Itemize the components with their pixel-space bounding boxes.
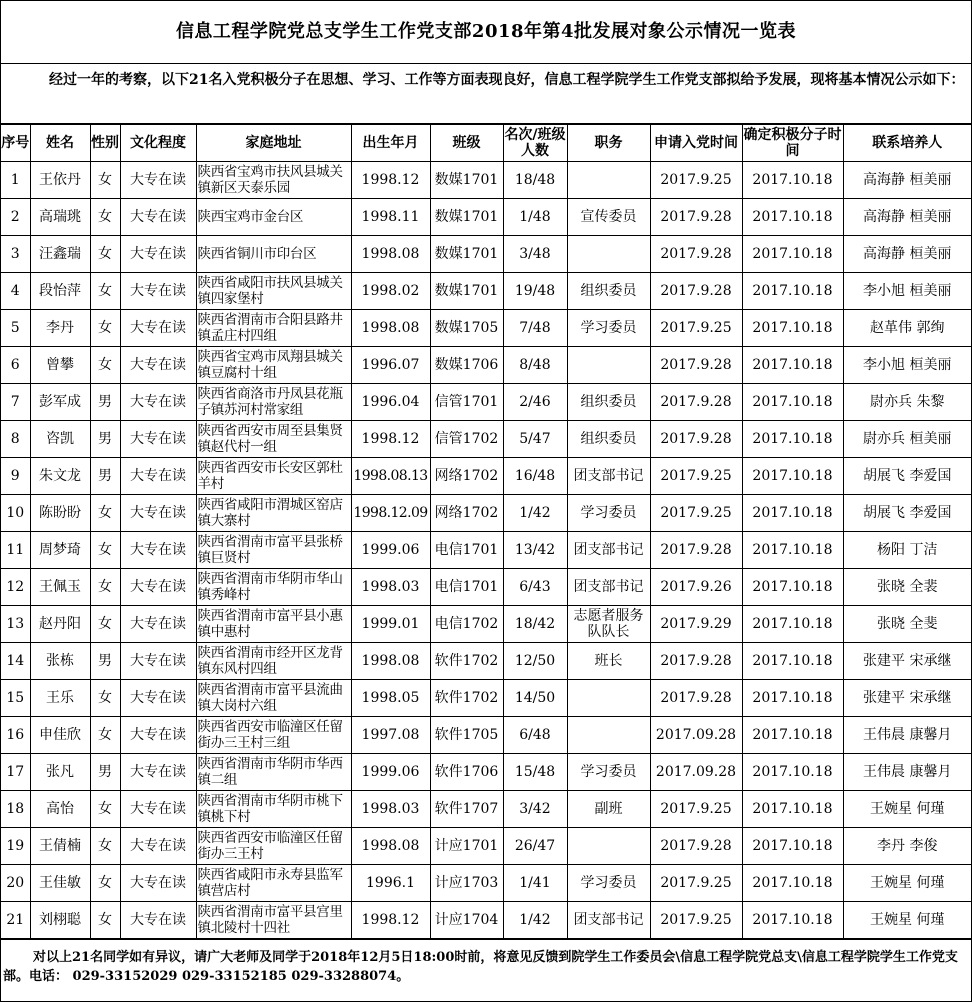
cell-class: 数媒1701 xyxy=(430,199,503,236)
table-row xyxy=(1,384,971,421)
cell-name: 刘栩聪 xyxy=(30,902,90,939)
header-seq: 序号 xyxy=(1,125,30,162)
cell-activist-time: 2017.10.18 xyxy=(742,310,843,347)
cell-contact: 李小旭 桓美丽 xyxy=(843,347,971,384)
table-row xyxy=(1,902,971,939)
cell-rank: 6/43 xyxy=(503,569,567,606)
cell-activist-time: 2017.10.18 xyxy=(742,347,843,384)
candidates-table xyxy=(1,124,971,939)
cell-rank: 6/48 xyxy=(503,717,567,754)
cell-duty xyxy=(567,347,650,384)
cell-gender: 女 xyxy=(90,310,120,347)
cell-duty: 宣传委员 xyxy=(567,199,650,236)
cell-birth: 1996.1 xyxy=(351,865,430,902)
cell-apply-time: 2017.9.25 xyxy=(650,902,742,939)
cell-activist-time: 2017.10.18 xyxy=(742,865,843,902)
cell-seq: 5 xyxy=(1,310,30,347)
cell-contact: 李小旭 桓美丽 xyxy=(843,273,971,310)
table-row xyxy=(1,421,971,458)
cell-duty: 学习委员 xyxy=(567,865,650,902)
table-row xyxy=(1,458,971,495)
cell-rank: 7/48 xyxy=(503,310,567,347)
cell-activist-time: 2017.10.18 xyxy=(742,458,843,495)
cell-class: 计应1703 xyxy=(430,865,503,902)
cell-birth: 1998.12 xyxy=(351,902,430,939)
cell-duty: 团支部书记 xyxy=(567,569,650,606)
cell-activist-time: 2017.10.18 xyxy=(742,791,843,828)
cell-apply-time: 2017.9.28 xyxy=(650,421,742,458)
cell-activist-time: 2017.10.18 xyxy=(742,569,843,606)
cell-activist-time: 2017.10.18 xyxy=(742,902,843,939)
cell-seq: 12 xyxy=(1,569,30,606)
cell-gender: 女 xyxy=(90,569,120,606)
cell-address: 陕西省渭南市华阴市华西镇二组 xyxy=(196,754,351,791)
cell-gender: 女 xyxy=(90,347,120,384)
cell-apply-time: 2017.9.25 xyxy=(650,791,742,828)
cell-address: 陕西省渭南市华阴市桃下镇桃下村 xyxy=(196,791,351,828)
cell-class: 电信1701 xyxy=(430,569,503,606)
cell-name: 王佳敏 xyxy=(30,865,90,902)
cell-name: 申佳欣 xyxy=(30,717,90,754)
cell-class: 软件1705 xyxy=(430,717,503,754)
cell-apply-time: 2017.9.25 xyxy=(650,310,742,347)
cell-seq: 4 xyxy=(1,273,30,310)
cell-name: 张栋 xyxy=(30,643,90,680)
cell-name: 高瑞珧 xyxy=(30,199,90,236)
cell-rank: 1/42 xyxy=(503,902,567,939)
header-birth: 出生年月 xyxy=(351,125,430,162)
cell-duty xyxy=(567,162,650,199)
cell-address: 陕西省宝鸡市凤翔县城关镇豆腐村十组 xyxy=(196,347,351,384)
cell-activist-time: 2017.10.18 xyxy=(742,754,843,791)
cell-class: 电信1701 xyxy=(430,532,503,569)
header-rank: 名次/班级人数 xyxy=(503,125,567,162)
cell-duty: 学习委员 xyxy=(567,495,650,532)
table-body xyxy=(1,162,971,939)
cell-seq: 20 xyxy=(1,865,30,902)
cell-rank: 18/42 xyxy=(503,606,567,643)
cell-activist-time: 2017.10.18 xyxy=(742,495,843,532)
cell-birth: 1998.08.13 xyxy=(351,458,430,495)
cell-activist-time: 2017.10.18 xyxy=(742,162,843,199)
cell-gender: 女 xyxy=(90,680,120,717)
cell-education: 大专在读 xyxy=(120,495,196,532)
cell-apply-time: 2017.9.29 xyxy=(650,606,742,643)
cell-education: 大专在读 xyxy=(120,236,196,273)
cell-birth: 1996.07 xyxy=(351,347,430,384)
cell-education: 大专在读 xyxy=(120,421,196,458)
cell-rank: 2/46 xyxy=(503,384,567,421)
cell-gender: 女 xyxy=(90,865,120,902)
cell-seq: 6 xyxy=(1,347,30,384)
table-row xyxy=(1,162,971,199)
cell-apply-time: 2017.9.28 xyxy=(650,680,742,717)
cell-address: 陕西省商洛市丹凤县花瓶子镇苏河村常家组 xyxy=(196,384,351,421)
cell-class: 数媒1705 xyxy=(430,310,503,347)
cell-apply-time: 2017.9.25 xyxy=(650,865,742,902)
cell-class: 软件1702 xyxy=(430,643,503,680)
cell-gender: 女 xyxy=(90,273,120,310)
cell-birth: 1998.08 xyxy=(351,310,430,347)
cell-seq: 9 xyxy=(1,458,30,495)
cell-seq: 2 xyxy=(1,199,30,236)
cell-contact: 李丹 李俊 xyxy=(843,828,971,865)
table-row xyxy=(1,754,971,791)
cell-activist-time: 2017.10.18 xyxy=(742,236,843,273)
table-row xyxy=(1,310,971,347)
cell-apply-time: 2017.09.28 xyxy=(650,754,742,791)
cell-address: 陕西省西安市临潼区任留街办三王村三组 xyxy=(196,717,351,754)
cell-class: 信管1701 xyxy=(430,384,503,421)
cell-rank: 15/48 xyxy=(503,754,567,791)
cell-contact: 高海静 桓美丽 xyxy=(843,162,971,199)
cell-rank: 13/42 xyxy=(503,532,567,569)
cell-name: 陈盼盼 xyxy=(30,495,90,532)
cell-gender: 女 xyxy=(90,236,120,273)
cell-apply-time: 2017.9.28 xyxy=(650,532,742,569)
cell-activist-time: 2017.10.18 xyxy=(742,717,843,754)
cell-duty xyxy=(567,680,650,717)
cell-rank: 14/50 xyxy=(503,680,567,717)
header-address: 家庭地址 xyxy=(196,125,351,162)
cell-duty: 组织委员 xyxy=(567,273,650,310)
cell-seq: 21 xyxy=(1,902,30,939)
cell-activist-time: 2017.10.18 xyxy=(742,273,843,310)
cell-name: 彭军成 xyxy=(30,384,90,421)
cell-rank: 18/48 xyxy=(503,162,567,199)
cell-class: 数媒1701 xyxy=(430,236,503,273)
cell-address: 陕西省渭南市合阳县路井镇孟庄村四组 xyxy=(196,310,351,347)
cell-gender: 女 xyxy=(90,791,120,828)
cell-contact: 高海静 桓美丽 xyxy=(843,199,971,236)
cell-duty xyxy=(567,717,650,754)
cell-name: 朱文龙 xyxy=(30,458,90,495)
cell-seq: 15 xyxy=(1,680,30,717)
cell-name: 赵丹阳 xyxy=(30,606,90,643)
cell-name: 汪鑫瑞 xyxy=(30,236,90,273)
cell-seq: 13 xyxy=(1,606,30,643)
cell-apply-time: 2017.9.28 xyxy=(650,828,742,865)
cell-seq: 17 xyxy=(1,754,30,791)
cell-rank: 1/42 xyxy=(503,495,567,532)
cell-class: 信管1702 xyxy=(430,421,503,458)
table-row xyxy=(1,569,971,606)
cell-contact: 胡展飞 李爱国 xyxy=(843,458,971,495)
cell-contact: 尉亦兵 桓美丽 xyxy=(843,421,971,458)
cell-seq: 7 xyxy=(1,384,30,421)
cell-name: 王倩楠 xyxy=(30,828,90,865)
table-row xyxy=(1,717,971,754)
cell-activist-time: 2017.10.18 xyxy=(742,199,843,236)
cell-class: 计应1704 xyxy=(430,902,503,939)
cell-rank: 8/48 xyxy=(503,347,567,384)
table-row xyxy=(1,236,971,273)
cell-birth: 1998.12 xyxy=(351,421,430,458)
cell-name: 咨凯 xyxy=(30,421,90,458)
header-duty: 职务 xyxy=(567,125,650,162)
cell-contact: 张晓 全斐 xyxy=(843,606,971,643)
cell-birth: 1998.12.09 xyxy=(351,495,430,532)
cell-activist-time: 2017.10.18 xyxy=(742,828,843,865)
cell-name: 周梦琦 xyxy=(30,532,90,569)
cell-gender: 男 xyxy=(90,458,120,495)
cell-address: 陕西省渭南市华阴市华山镇秀峰村 xyxy=(196,569,351,606)
cell-rank: 1/41 xyxy=(503,865,567,902)
cell-birth: 1998.05 xyxy=(351,680,430,717)
cell-apply-time: 2017.9.28 xyxy=(650,199,742,236)
cell-duty: 班长 xyxy=(567,643,650,680)
cell-duty: 组织委员 xyxy=(567,384,650,421)
cell-seq: 19 xyxy=(1,828,30,865)
cell-birth: 1999.06 xyxy=(351,532,430,569)
cell-rank: 5/47 xyxy=(503,421,567,458)
cell-apply-time: 2017.9.28 xyxy=(650,236,742,273)
cell-rank: 1/48 xyxy=(503,199,567,236)
cell-name: 王佩玉 xyxy=(30,569,90,606)
cell-gender: 男 xyxy=(90,421,120,458)
cell-address: 陕西省西安市长安区郭杜羊村 xyxy=(196,458,351,495)
cell-contact: 王伟晨 康馨月 xyxy=(843,717,971,754)
cell-name: 李丹 xyxy=(30,310,90,347)
cell-class: 数媒1706 xyxy=(430,347,503,384)
table-row xyxy=(1,643,971,680)
cell-gender: 女 xyxy=(90,828,120,865)
cell-duty: 团支部书记 xyxy=(567,458,650,495)
cell-seq: 16 xyxy=(1,717,30,754)
header-gender: 性别 xyxy=(90,125,120,162)
cell-address: 陕西省宝鸡市扶风县城关镇新区天泰乐园 xyxy=(196,162,351,199)
cell-birth: 1996.04 xyxy=(351,384,430,421)
cell-class: 网络1702 xyxy=(430,495,503,532)
cell-gender: 女 xyxy=(90,606,120,643)
cell-apply-time: 2017.09.28 xyxy=(650,717,742,754)
cell-seq: 18 xyxy=(1,791,30,828)
cell-gender: 男 xyxy=(90,384,120,421)
table-row xyxy=(1,606,971,643)
cell-birth: 1998.11 xyxy=(351,199,430,236)
cell-seq: 8 xyxy=(1,421,30,458)
cell-education: 大专在读 xyxy=(120,310,196,347)
cell-activist-time: 2017.10.18 xyxy=(742,421,843,458)
cell-address: 陕西省咸阳市扶风县城关镇四家堡村 xyxy=(196,273,351,310)
cell-name: 曾攀 xyxy=(30,347,90,384)
cell-contact: 张建平 宋承继 xyxy=(843,643,971,680)
cell-duty: 团支部书记 xyxy=(567,532,650,569)
cell-class: 网络1702 xyxy=(430,458,503,495)
cell-contact: 杨阳 丁洁 xyxy=(843,532,971,569)
cell-duty: 团支部书记 xyxy=(567,902,650,939)
cell-seq: 14 xyxy=(1,643,30,680)
cell-seq: 3 xyxy=(1,236,30,273)
cell-duty: 学习委员 xyxy=(567,754,650,791)
cell-duty xyxy=(567,236,650,273)
cell-rank: 3/42 xyxy=(503,791,567,828)
cell-seq: 11 xyxy=(1,532,30,569)
cell-education: 大专在读 xyxy=(120,791,196,828)
cell-class: 数媒1701 xyxy=(430,273,503,310)
table-row xyxy=(1,495,971,532)
cell-apply-time: 2017.9.28 xyxy=(650,384,742,421)
cell-address: 陕西省西安市周至县集贤镇赵代村一组 xyxy=(196,421,351,458)
header-education: 文化程度 xyxy=(120,125,196,162)
cell-address: 陕西省渭南市富平县小惠镇中惠村 xyxy=(196,606,351,643)
cell-name: 张凡 xyxy=(30,754,90,791)
cell-education: 大专在读 xyxy=(120,717,196,754)
cell-contact: 张晓 全裴 xyxy=(843,569,971,606)
cell-birth: 1998.08 xyxy=(351,236,430,273)
cell-apply-time: 2017.9.28 xyxy=(650,273,742,310)
cell-contact: 王婉星 何瑾 xyxy=(843,865,971,902)
cell-education: 大专在读 xyxy=(120,347,196,384)
cell-gender: 女 xyxy=(90,717,120,754)
cell-gender: 男 xyxy=(90,643,120,680)
cell-duty: 学习委员 xyxy=(567,310,650,347)
cell-birth: 1998.08 xyxy=(351,643,430,680)
cell-gender: 女 xyxy=(90,495,120,532)
cell-rank: 19/48 xyxy=(503,273,567,310)
cell-gender: 女 xyxy=(90,532,120,569)
cell-apply-time: 2017.9.25 xyxy=(650,495,742,532)
table-row xyxy=(1,865,971,902)
table-row xyxy=(1,347,971,384)
header-class: 班级 xyxy=(430,125,503,162)
cell-address: 陕西宝鸡市金台区 xyxy=(196,199,351,236)
cell-birth: 1998.03 xyxy=(351,791,430,828)
cell-education: 大专在读 xyxy=(120,902,196,939)
cell-contact: 王婉星 何瑾 xyxy=(843,791,971,828)
cell-education: 大专在读 xyxy=(120,162,196,199)
cell-gender: 女 xyxy=(90,902,120,939)
cell-apply-time: 2017.9.26 xyxy=(650,569,742,606)
cell-education: 大专在读 xyxy=(120,754,196,791)
cell-rank: 16/48 xyxy=(503,458,567,495)
cell-name: 高怡 xyxy=(30,791,90,828)
cell-duty: 组织委员 xyxy=(567,421,650,458)
cell-address: 陕西省渭南市富平县宫里镇北陵村十四社 xyxy=(196,902,351,939)
cell-contact: 赵革伟 郭绚 xyxy=(843,310,971,347)
cell-gender: 男 xyxy=(90,754,120,791)
cell-class: 电信1702 xyxy=(430,606,503,643)
cell-education: 大专在读 xyxy=(120,384,196,421)
table-row xyxy=(1,828,971,865)
cell-activist-time: 2017.10.18 xyxy=(742,384,843,421)
cell-contact: 高海静 桓美丽 xyxy=(843,236,971,273)
cell-duty xyxy=(567,828,650,865)
cell-class: 软件1706 xyxy=(430,754,503,791)
table-row xyxy=(1,199,971,236)
cell-name: 王乐 xyxy=(30,680,90,717)
cell-address: 陕西省渭南市富平县流曲镇大岗村六组 xyxy=(196,680,351,717)
cell-class: 软件1702 xyxy=(430,680,503,717)
cell-address: 陕西省咸阳市渭城区窑店镇大寨村 xyxy=(196,495,351,532)
cell-apply-time: 2017.9.28 xyxy=(650,347,742,384)
document-title: 信息工程学院党总支学生工作党支部2018年第4批发展对象公示情况一览表 xyxy=(1,1,971,64)
cell-address: 陕西省西安市临潼区任留街办三王村 xyxy=(196,828,351,865)
cell-education: 大专在读 xyxy=(120,273,196,310)
header-activist-time: 确定积极分子时间 xyxy=(742,125,843,162)
cell-activist-time: 2017.10.18 xyxy=(742,680,843,717)
table-row xyxy=(1,532,971,569)
cell-name: 段怡萍 xyxy=(30,273,90,310)
cell-activist-time: 2017.10.18 xyxy=(742,532,843,569)
header-contact: 联系培养人 xyxy=(843,125,971,162)
cell-education: 大专在读 xyxy=(120,865,196,902)
header-apply-time: 申请入党时间 xyxy=(650,125,742,162)
table-row xyxy=(1,273,971,310)
cell-birth: 1998.12 xyxy=(351,162,430,199)
cell-contact: 张建平 宋承继 xyxy=(843,680,971,717)
cell-birth: 1998.08 xyxy=(351,828,430,865)
cell-address: 陕西省渭南市经开区龙背镇东风村四组 xyxy=(196,643,351,680)
cell-rank: 12/50 xyxy=(503,643,567,680)
cell-birth: 1998.02 xyxy=(351,273,430,310)
cell-education: 大专在读 xyxy=(120,606,196,643)
cell-birth: 1999.01 xyxy=(351,606,430,643)
cell-activist-time: 2017.10.18 xyxy=(742,643,843,680)
cell-activist-time: 2017.10.18 xyxy=(742,606,843,643)
cell-name: 王依丹 xyxy=(30,162,90,199)
cell-gender: 女 xyxy=(90,162,120,199)
cell-contact: 胡展飞 李爱国 xyxy=(843,495,971,532)
cell-class: 数媒1701 xyxy=(430,162,503,199)
cell-contact: 王婉星 何瑾 xyxy=(843,902,971,939)
cell-education: 大专在读 xyxy=(120,569,196,606)
cell-birth: 1997.08 xyxy=(351,717,430,754)
cell-birth: 1998.03 xyxy=(351,569,430,606)
cell-rank: 26/47 xyxy=(503,828,567,865)
footer-note: 对以上21名同学如有异议，请广大老师及同学于2018年12月5日18:00时前，将意见反馈到院学生工作委员会\信息工程学院党总支\信息工程学院学生工作党支部。电话： 029-33152029 029-33152185 029-33288074。 xyxy=(1,939,971,995)
header-name: 姓名 xyxy=(30,125,90,162)
cell-education: 大专在读 xyxy=(120,680,196,717)
cell-class: 计应1701 xyxy=(430,828,503,865)
cell-address: 陕西省铜川市印台区 xyxy=(196,236,351,273)
cell-apply-time: 2017.9.25 xyxy=(650,162,742,199)
intro-paragraph: 经过一年的考察，以下21名入党积极分子在思想、学习、工作等方面表现良好，信息工程学院学生工作党支部拟给予发展，现将基本情况公示如下： xyxy=(1,64,971,124)
cell-seq: 1 xyxy=(1,162,30,199)
cell-education: 大专在读 xyxy=(120,199,196,236)
cell-rank: 3/48 xyxy=(503,236,567,273)
cell-contact: 尉亦兵 朱黎 xyxy=(843,384,971,421)
cell-gender: 女 xyxy=(90,199,120,236)
cell-address: 陕西省咸阳市永寿县监军镇营店村 xyxy=(196,865,351,902)
cell-education: 大专在读 xyxy=(120,458,196,495)
table-header-row xyxy=(1,125,971,162)
cell-seq: 10 xyxy=(1,495,30,532)
cell-birth: 1999.06 xyxy=(351,754,430,791)
cell-education: 大专在读 xyxy=(120,643,196,680)
cell-contact: 王伟晨 康馨月 xyxy=(843,754,971,791)
cell-education: 大专在读 xyxy=(120,532,196,569)
cell-class: 软件1707 xyxy=(430,791,503,828)
table-row xyxy=(1,680,971,717)
cell-apply-time: 2017.9.28 xyxy=(650,643,742,680)
cell-education: 大专在读 xyxy=(120,828,196,865)
cell-address: 陕西省渭南市富平县张桥镇巨贤村 xyxy=(196,532,351,569)
cell-duty: 志愿者服务队队长 xyxy=(567,606,650,643)
cell-duty: 副班 xyxy=(567,791,650,828)
table-row xyxy=(1,791,971,828)
cell-apply-time: 2017.9.25 xyxy=(650,458,742,495)
